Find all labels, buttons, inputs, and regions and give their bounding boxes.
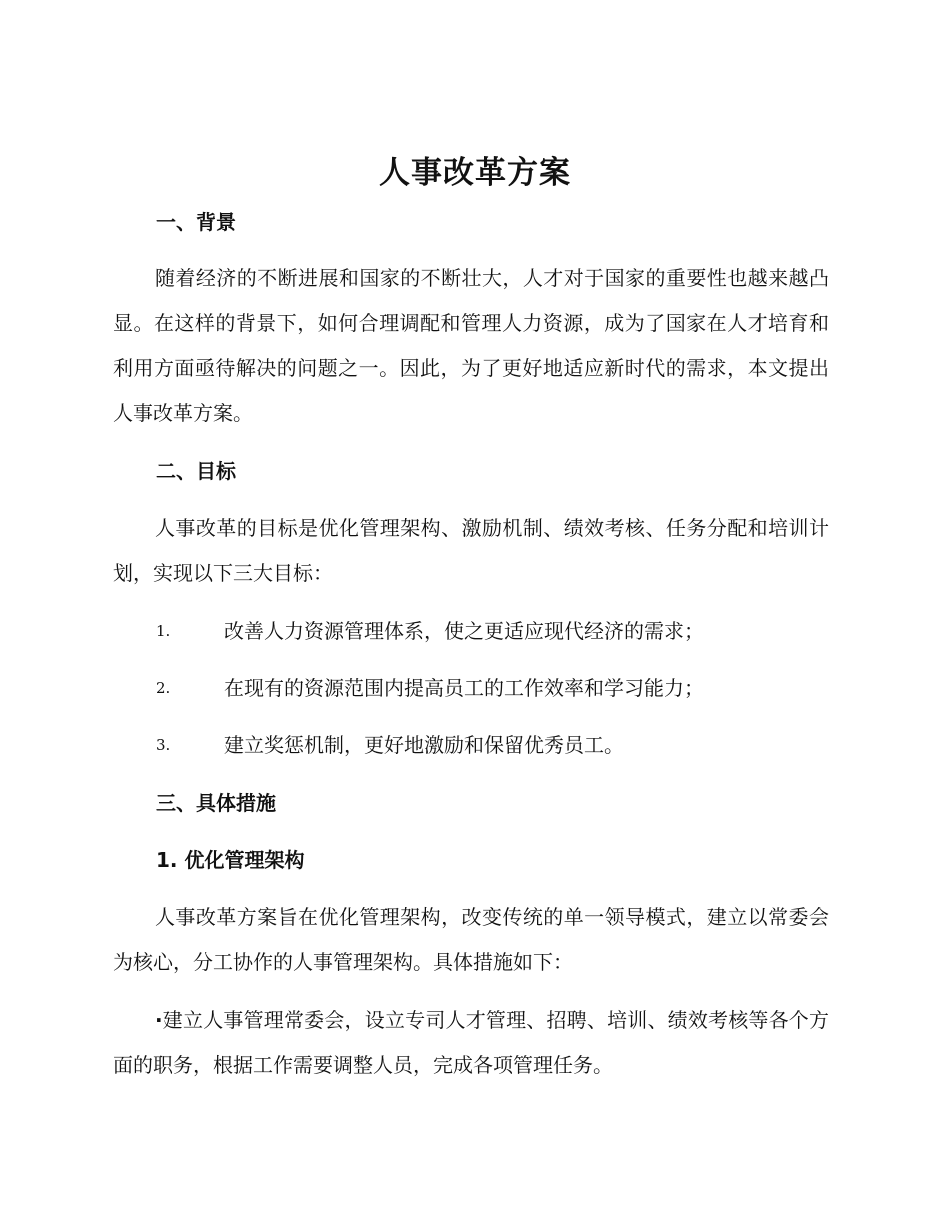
background-paragraph: 随着经济的不断进展和国家的不断壮大，人才对于国家的重要性也越来越凸显。在这样的背景下，如何合理调配和管理人力资源，成为了国家在人才培育和利用方面亟待解决的问题之一。因此，为了更好地适应新时代的需求，本文提出人事改革方案。 [113,266,829,425]
document-title: 人事改革方案 [379,155,571,191]
list-text: 在现有的资源范围内提高员工的工作效率和学习能力； [224,676,704,700]
list-number: 2. [156,679,171,697]
section-heading-background: 一、背景 [156,210,236,234]
optimize-structure-paragraph: 人事改革方案旨在优化管理架构，改变传统的单一领导模式，建立以常委会为核心，分工协作的人事管理架构。具体措施如下： [113,905,829,974]
section-heading-goals: 二、目标 [156,459,236,483]
subsection-heading-optimize-structure: 1. 优化管理架构 [156,848,305,872]
bullet-text: 建立人事管理常委会，设立专司人才管理、招聘、培训、绩效考核等各个方面的职务，根据工作需要调整人员，完成各项管理任务。 [113,1008,829,1077]
goal-list-item [156,730,836,760]
section-heading-measures: 三、具体措施 [156,791,276,815]
goals-paragraph: 人事改革的目标是优化管理架构、激励机制、绩效考核、任务分配和培训计划，实现以下三大目标： [113,516,829,585]
goal-list-item [156,673,836,703]
list-number: 3. [156,736,171,754]
bullet-paragraph [113,998,829,1088]
list-number: 1. [156,622,171,640]
list-text: 建立奖惩机制，更好地激励和保留优秀员工。 [224,733,624,757]
goal-list-item [156,616,836,646]
list-text: 改善人力资源管理体系，使之更适应现代经济的需求； [224,619,704,643]
bullet-symbol: · [155,1008,163,1032]
